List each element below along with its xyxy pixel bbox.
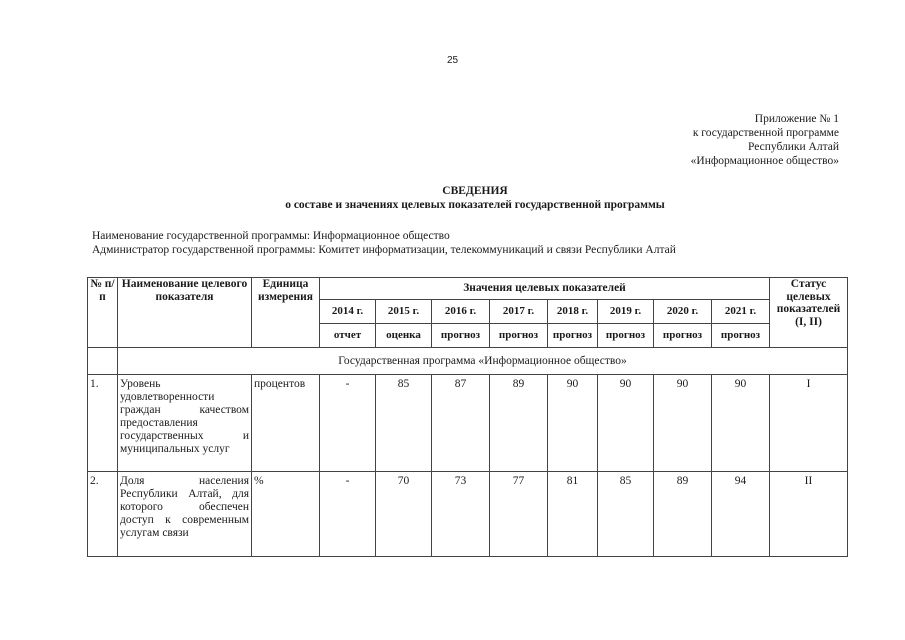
row-value: 70 (376, 472, 432, 557)
header-year: 2019 г. (598, 300, 654, 324)
indicators-table (87, 277, 848, 557)
header-year: 2017 г. (490, 300, 548, 324)
header-year: 2014 г. (320, 300, 376, 324)
row-value: 85 (376, 375, 432, 472)
program-info (92, 229, 676, 257)
header-kind: прогноз (712, 324, 770, 348)
row-value: 81 (548, 472, 598, 557)
table-row (88, 375, 848, 472)
section-row (88, 348, 848, 375)
row-status: II (770, 472, 848, 557)
row-number: 1. (88, 375, 118, 472)
row-status: I (770, 375, 848, 472)
section-empty-cell (88, 348, 118, 375)
header-kind: прогноз (654, 324, 712, 348)
appendix-line: «Информационное общество» (690, 155, 839, 167)
page-number: 25 (446, 55, 459, 66)
header-indicator-name: Наименование целевого показателя (118, 278, 252, 348)
row-unit: % (252, 472, 320, 557)
header-year: 2016 г. (432, 300, 490, 324)
header-kind: прогноз (548, 324, 598, 348)
row-value: - (320, 472, 376, 557)
header-kind: прогноз (490, 324, 548, 348)
appendix-line: Республики Алтай (747, 141, 839, 153)
row-value: 90 (598, 375, 654, 472)
row-value: 90 (654, 375, 712, 472)
header-year: 2015 г. (376, 300, 432, 324)
program-administrator: Администратор государственной программы: Комитет информатизации, телекоммуникаций и связи Республики Алтай (92, 244, 676, 256)
row-value: 85 (598, 472, 654, 557)
row-value: 73 (432, 472, 490, 557)
title-main: СВЕДЕНИЯ (442, 185, 508, 197)
program-name: Наименование государственной программы: Информационное общество (92, 230, 450, 242)
header-unit: Единица измерения (252, 278, 320, 348)
header-number: № п/п (88, 278, 118, 348)
header-kind: прогноз (432, 324, 490, 348)
header-kind: отчет (320, 324, 376, 348)
header-year: 2018 г. (548, 300, 598, 324)
row-value: 77 (490, 472, 548, 557)
table-row (88, 472, 848, 557)
row-value: - (320, 375, 376, 472)
appendix-line: к государственной программе (692, 127, 839, 139)
row-unit: процентов (252, 375, 320, 472)
row-number: 2. (88, 472, 118, 557)
row-value: 87 (432, 375, 490, 472)
title-sub: о составе и значениях целевых показателей государственной программы (285, 199, 665, 211)
row-value: 89 (654, 472, 712, 557)
appendix-line: Приложение № 1 (754, 113, 839, 125)
document-title (0, 184, 905, 212)
row-indicator-name: Доля населения Республики Алтай, для которого обеспечен доступ к современным услугам связи (118, 472, 252, 557)
section-title: Государственная программа «Информационное общество» (118, 348, 848, 375)
header-values: Значения целевых показателей (320, 278, 770, 300)
row-indicator-name: Уровень удовлетворенности граждан качеством предоставления государственных и муниципальных услуг (118, 375, 252, 472)
header-kind: прогноз (598, 324, 654, 348)
row-value: 89 (490, 375, 548, 472)
header-year: 2020 г. (654, 300, 712, 324)
row-value: 94 (712, 472, 770, 557)
header-year: 2021 г. (712, 300, 770, 324)
row-value: 90 (548, 375, 598, 472)
header-kind: оценка (376, 324, 432, 348)
appendix-note (691, 112, 839, 168)
row-value: 90 (712, 375, 770, 472)
header-status: Статус целевых показателей (I, II) (770, 278, 848, 348)
